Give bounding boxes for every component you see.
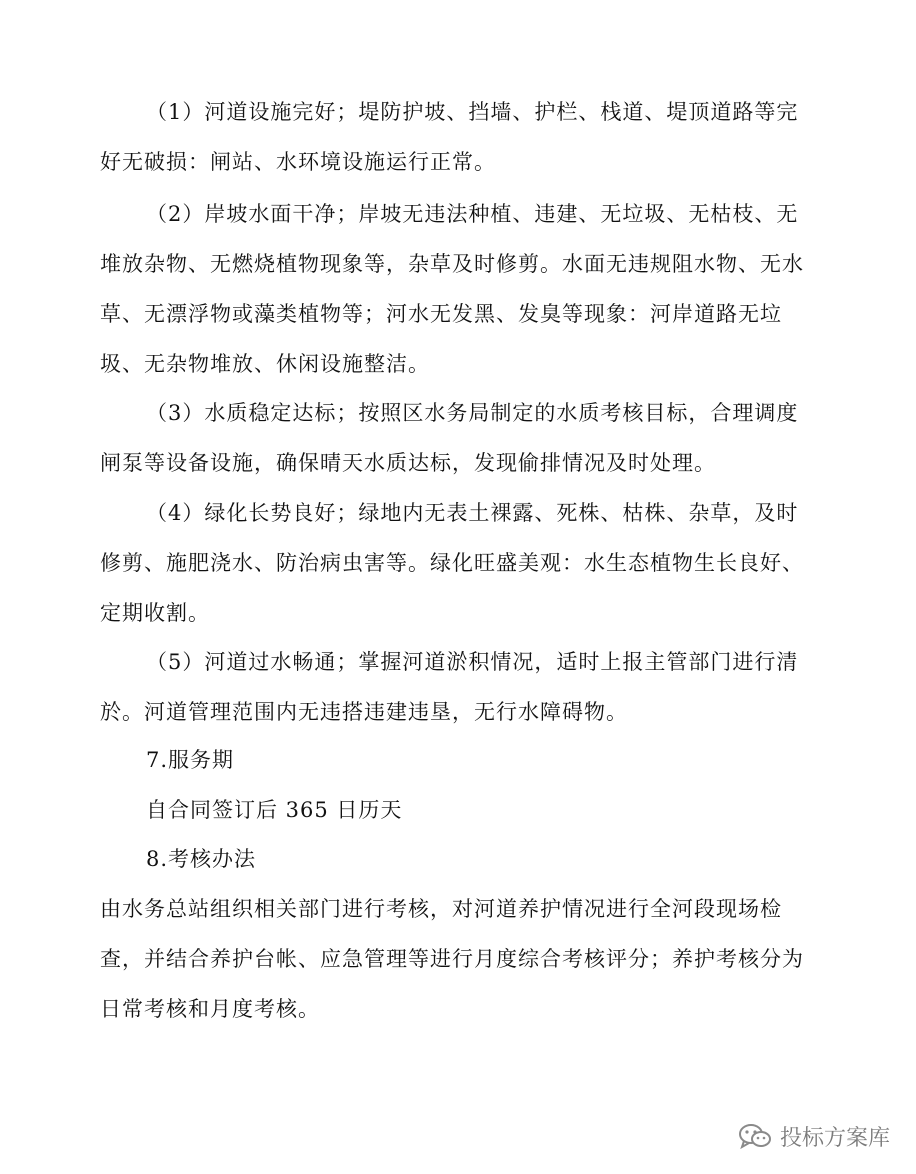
- section-text: 自合同签订后 365 日历天: [146, 798, 403, 822]
- list-item: （1）河道设施完好；堤防护坡、挡墙、护栏、栈道、堤顶道路等完好无破损：闸站、水环境设施运行正常。: [100, 100, 799, 174]
- list-item: （3）水质稳定达标；按照区水务局制定的水质考核目标，合理调度闸泵等设备设施，确保晴天水质达标，发现偷排情况及时处理。: [100, 401, 799, 475]
- section-text: 由水务总站组织相关部门进行考核，对河道养护情况进行全河段现场检查，并结合养护台帐、应急管理等进行月度综合考核评分；养护考核分为日常考核和月度考核。: [100, 897, 804, 1021]
- list-item: （2）岸坡水面干净；岸坡无违法种植、违建、无垃圾、无枯枝、无堆放杂物、无燃烧植物现象等，杂草及时修剪。水面无违规阻水物、无水草、无漂浮物或藻类植物等；河水无发黑、发臭等现象：河岸道路无垃圾、无杂物堆放、休闲设施整洁。: [100, 202, 804, 376]
- watermark: [738, 1116, 890, 1156]
- list-item: （4）绿化长势良好；绿地内无表土裸露、死株、枯株、杂草，及时修剪、施肥浇水、防治病虫害等。绿化旺盛美观：水生态植物生长良好、定期收割。: [100, 501, 804, 625]
- watermark-text: 投标方案库: [780, 1125, 891, 1151]
- section-heading: 7.服务期: [146, 748, 235, 772]
- list-item: （5）河道过水畅通；掌握河道淤积情况，适时上报主管部门进行清於。河道管理范围内无违搭违建违垦，无行水障碍物。: [100, 650, 799, 724]
- section-heading: 8.考核办法: [146, 847, 257, 871]
- wechat-icon: [738, 1122, 772, 1150]
